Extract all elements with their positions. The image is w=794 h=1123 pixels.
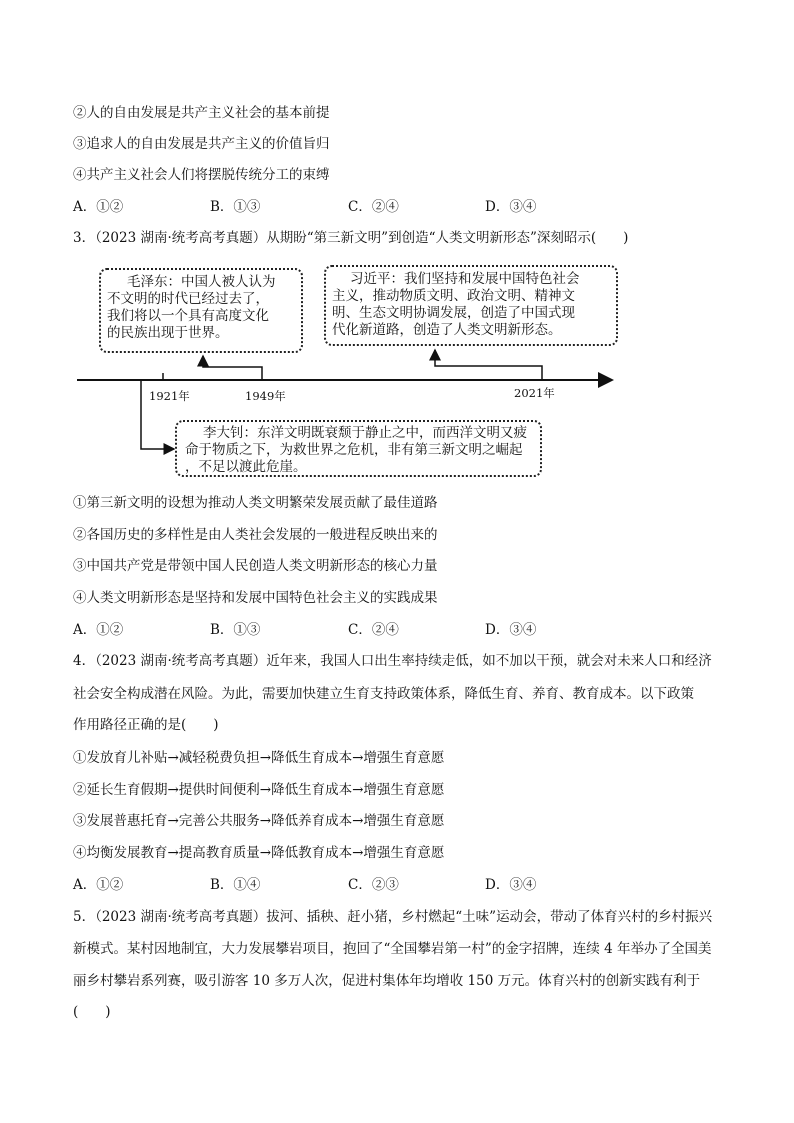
q3-option-b[interactable]: B．①③ [210, 622, 261, 638]
q5-stem-line-2: 新模式。某村因地制宜，大力发展攀岩项目，抱回了“全国攀岩第一村”的金字招牌，连续 4 年举办了全国美 [73, 941, 712, 957]
q3-option-a[interactable]: A．①② [73, 622, 124, 638]
xi-quote-line: 主义，推动物质文明、政治文明、精神文 [332, 288, 575, 304]
q2-statement-3: ③追求人的自由发展是共产主义的价值旨归 [73, 136, 330, 152]
q2-option-d[interactable]: D．③④ [485, 199, 537, 215]
q2-option-b[interactable]: B．①③ [210, 199, 261, 215]
q5-stem-line-1: 5．（2023 湖南·统考高考真题）拔河、插秧、赶小猪，乡村燃起“土味”运动会，带动了体育兴村的乡村振兴 [73, 909, 713, 925]
mao-quote-line: 毛泽东：中国人被人认为 [127, 274, 276, 290]
q3-statement-2: ②各国历史的多样性是由人类社会发展的一般进程反映出来的 [73, 527, 438, 543]
year-1949: 1949年 [245, 389, 286, 403]
mao-quote-line: 的民族出现于世界。 [107, 325, 229, 341]
q4-stem-line-2: 社会安全构成潜在风险。为此，需要加快建立生育支持政策体系，降低生育、养育、教育成本。以下政策 [73, 686, 694, 702]
xi-quote-line: 习近平：我们坚持和发展中国特色社会 [350, 271, 580, 287]
q4-option-a[interactable]: A．①② [73, 877, 124, 893]
q4-statement-3: ③发展普惠托育→完善公共服务→降低养育成本→增强生育意愿 [73, 813, 445, 829]
li-quote-line: 命于物质之下，为救世界之危机，非有第三新文明之崛起 [185, 442, 523, 458]
q3-statement-3: ③中国共产党是带领中国人民创造人类文明新形态的核心力量 [73, 558, 438, 574]
q4-statement-4: ④均衡发展教育→提高教育质量→降低教育成本→增强生育意愿 [73, 845, 445, 861]
xi-quote-box [324, 265, 618, 346]
q4-option-c[interactable]: C．②③ [348, 877, 399, 893]
arrow-to-mao [203, 356, 262, 380]
arrow-to-xi [435, 350, 542, 380]
q3-statement-4: ④人类文明新形态是坚持和发展中国特色社会主义的实践成果 [73, 590, 438, 606]
q3-stem: 3．（2023 湖南·统考高考真题）从期盼“第三新文明”到创造“人类文明新形态”深刻昭示( ) [73, 230, 629, 246]
q3-option-d[interactable]: D．③④ [485, 622, 537, 638]
q4-stem-line-3: 作用路径正确的是( ) [73, 717, 219, 733]
mao-quote-box [99, 268, 303, 353]
q4-stem-line-1: 4．（2023 湖南·统考高考真题）近年来，我国人口出生率持续走低，如不加以干预，就会对未来人口和经济 [73, 653, 712, 669]
xi-quote-line: 代化新道路，创造了人类文明新形态。 [332, 322, 562, 338]
q4-option-b[interactable]: B．①④ [210, 877, 261, 893]
q4-option-d[interactable]: D．③④ [485, 877, 537, 893]
q2-statement-4: ④共产主义社会人们将摆脱传统分工的束缚 [73, 167, 330, 183]
q4-statement-2: ②延长生育假期→提供时间便利→降低生育成本→增强生育意愿 [73, 782, 445, 798]
mao-quote-line: 我们将以一个具有高度文化 [107, 308, 269, 324]
year-1921: 1921年 [149, 389, 190, 403]
q2-option-c[interactable]: C．②④ [348, 199, 399, 215]
q5-stem-line-3: 丽乡村攀岩系列赛，吸引游客 10 多万人次，促进村集体年均增收 150 万元。体育兴村的创新实践有利于 [73, 973, 701, 989]
q3-statement-1: ①第三新文明的设想为推动人类文明繁荣发展贡献了最佳道路 [73, 495, 438, 511]
q2-statement-2: ②人的自由发展是共产主义社会的基本前提 [73, 105, 330, 121]
q2-option-a[interactable]: A．①② [73, 199, 124, 215]
q3-option-c[interactable]: C．②④ [348, 622, 399, 638]
xi-quote-line: 明、生态文明协调发展，创造了中国式现 [332, 305, 575, 321]
q5-stem-line-4: ( ) [73, 1004, 111, 1020]
q4-statement-1: ①发放育儿补贴→减轻税费负担→降低生育成本→增强生育意愿 [73, 750, 445, 766]
li-quote-box [175, 420, 542, 477]
li-quote-line: ，不足以渡此危崖。 [185, 459, 307, 475]
year-2021: 2021年 [514, 386, 555, 400]
li-quote-line: 李大钊：东洋文明既衰颓于静止之中，而西洋文明又疲 [203, 425, 527, 441]
mao-quote-line: 不文明的时代已经过去了， [107, 291, 269, 307]
